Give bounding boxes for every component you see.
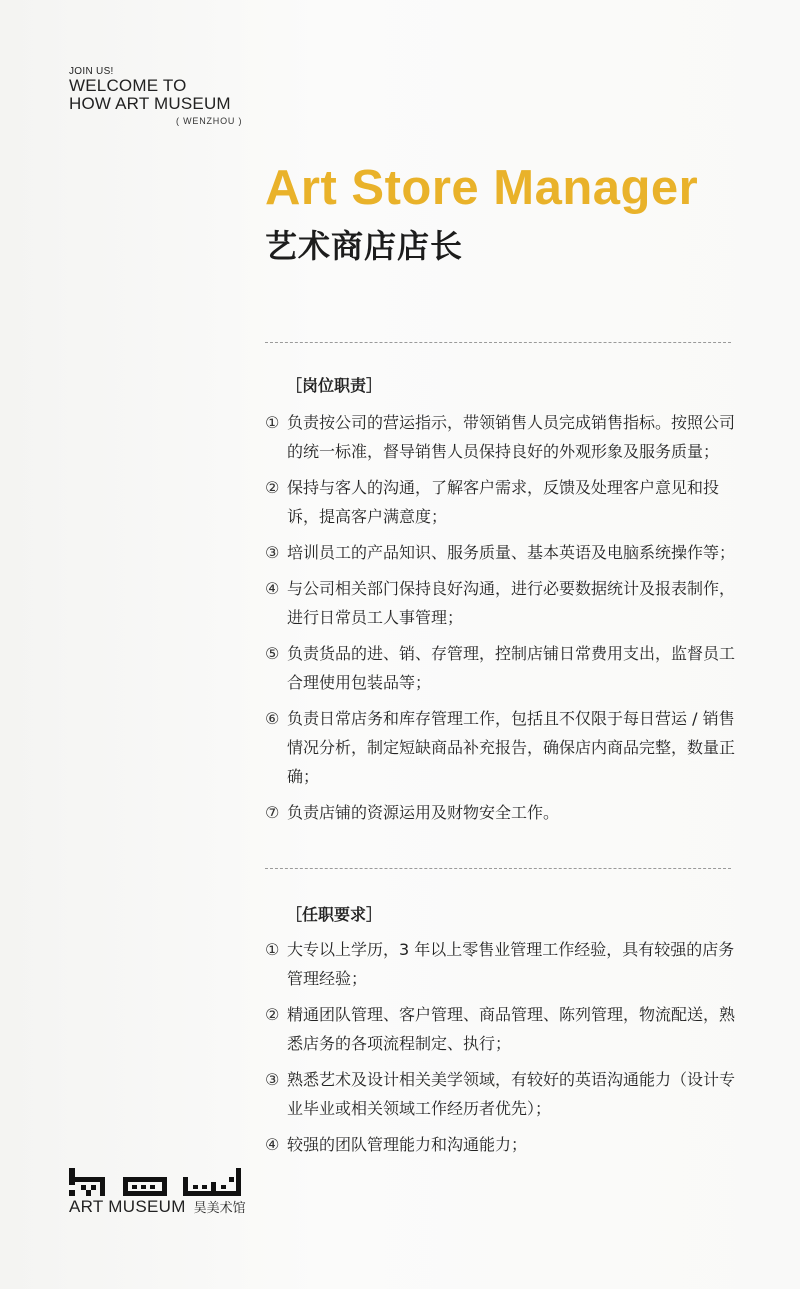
list-item <box>265 1000 740 1058</box>
list-item <box>265 639 740 697</box>
list-item <box>265 798 740 827</box>
list-item <box>265 473 740 531</box>
item-text: 培训员工的产品知识、服务质量、基本英语及电脑系统操作等； <box>287 543 736 562</box>
item-number: ③ <box>265 543 280 562</box>
item-number: ⑥ <box>265 709 280 728</box>
how-logo-icon <box>69 1168 249 1196</box>
item-number: ③ <box>265 1070 280 1089</box>
city-label: ( WENZHOU ) <box>176 116 243 126</box>
requirements-list <box>265 935 740 1166</box>
item-text: 大专以上学历，3 年以上零售业管理工作经验，具有较强的店务管理经验； <box>287 940 735 988</box>
duties-list <box>265 408 740 834</box>
item-text: 负责店铺的资源运用及财物安全工作。 <box>287 803 560 822</box>
list-item <box>265 935 740 993</box>
museum-logo <box>69 1168 249 1200</box>
list-item <box>265 574 740 632</box>
list-item <box>265 1130 740 1159</box>
footer-brand <box>69 1197 246 1217</box>
join-us-label: JOIN US! <box>69 66 114 77</box>
footer-name-english: ART MUSEUM <box>69 1197 186 1216</box>
header-block <box>69 66 242 126</box>
item-text: 负责日常店务和库存管理工作，包括且不仅限于每日营运 / 销售情况分析，制定短缺商品补充报告，确保店内商品完整，数量正确； <box>287 709 736 786</box>
requirements-heading: ［任职要求］ <box>286 905 383 924</box>
job-title-chinese: 艺术商店店长 <box>265 227 464 265</box>
welcome-line-2: HOW ART MUSEUM <box>69 94 231 113</box>
item-text: 负责按公司的营运指示，带领销售人员完成销售指标。按照公司的统一标准，督导销售人员保持良好的外观形象及服务质量； <box>287 413 736 461</box>
welcome-line-1: WELCOME TO <box>69 76 187 95</box>
item-text: 熟悉艺术及设计相关美学领域，有较好的英语沟通能力（设计专业毕业或相关领域工作经历者优先）； <box>287 1070 736 1118</box>
item-number: ⑦ <box>265 803 280 822</box>
list-item <box>265 538 740 567</box>
list-item <box>265 408 740 466</box>
item-number: ① <box>265 413 280 432</box>
item-number: ② <box>265 1005 280 1024</box>
item-text: 较强的团队管理能力和沟通能力； <box>287 1135 528 1154</box>
divider-middle <box>265 868 731 869</box>
item-text: 与公司相关部门保持良好沟通，进行必要数据统计及报表制作，进行日常员工人事管理； <box>287 579 736 627</box>
item-text: 精通团队管理、客户管理、商品管理、陈列管理，物流配送，熟悉店务的各项流程制定、执行； <box>287 1005 736 1053</box>
footer-name-chinese: 昊美术馆 <box>193 1201 246 1216</box>
list-item <box>265 704 740 791</box>
item-text: 保持与客人的沟通，了解客户需求，反馈及处理客户意见和投诉，提高客户满意度； <box>287 478 720 526</box>
list-item <box>265 1065 740 1123</box>
duties-heading: ［岗位职责］ <box>286 376 383 395</box>
item-number: ② <box>265 478 280 497</box>
item-number: ① <box>265 940 280 959</box>
divider-top <box>265 342 731 343</box>
item-number: ④ <box>265 1135 280 1154</box>
item-number: ④ <box>265 579 280 598</box>
job-title-english: Art Store Manager <box>265 161 699 215</box>
item-number: ⑤ <box>265 644 280 663</box>
item-text: 负责货品的进、销、存管理，控制店铺日常费用支出，监督员工合理使用包装品等； <box>287 644 736 692</box>
